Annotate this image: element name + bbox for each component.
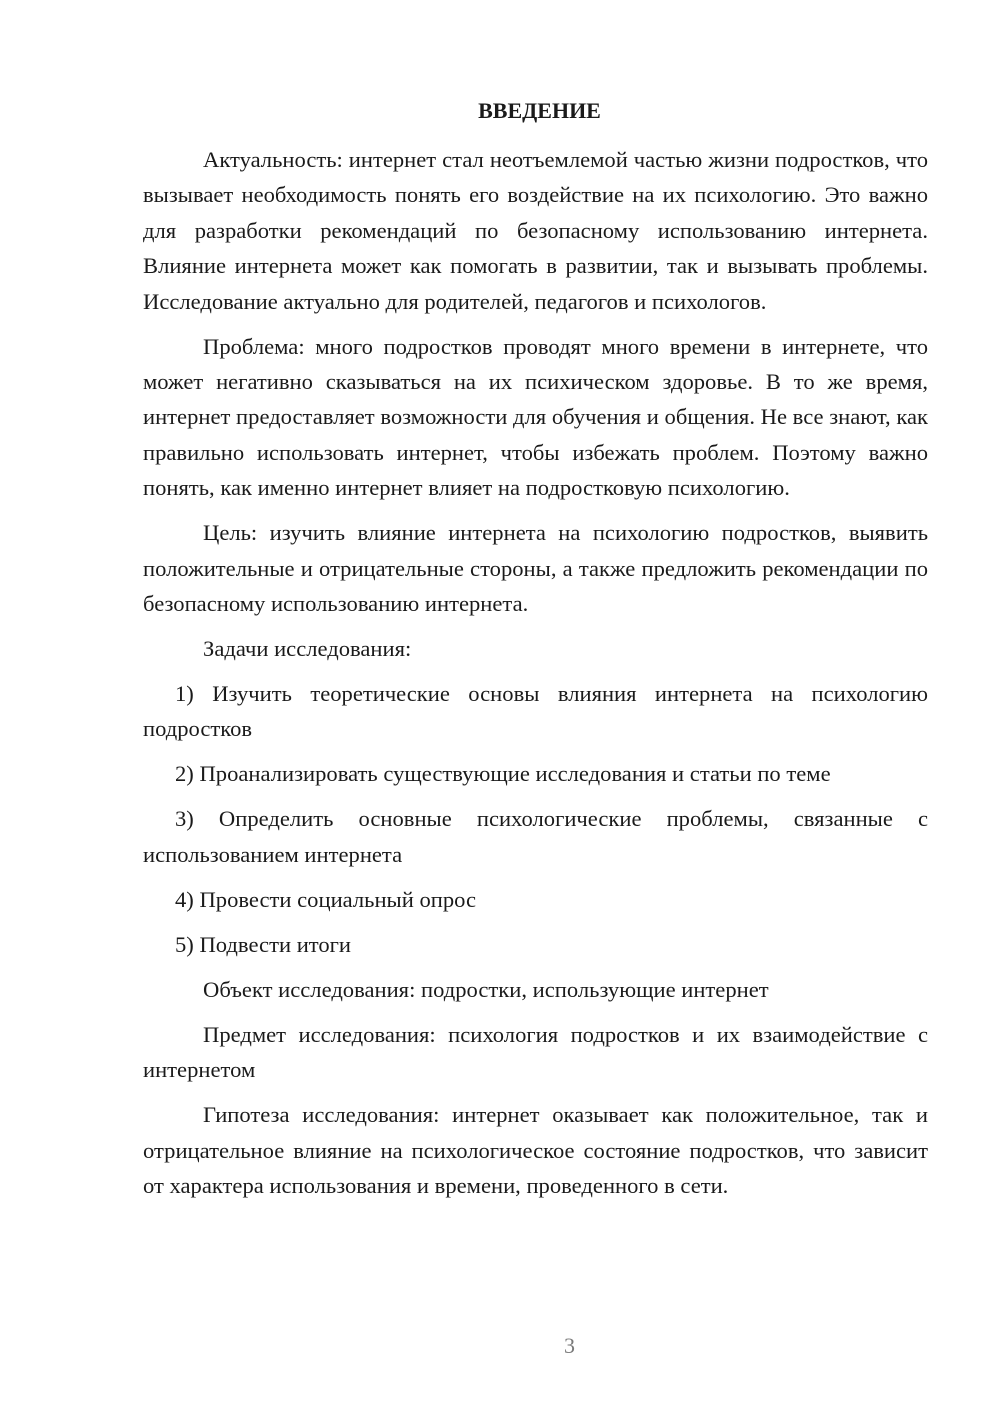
page-title bbox=[143, 94, 928, 128]
paragraph-subject: Предмет исследования: психология подростков и их взаимодействие с интернетом bbox=[143, 1021, 928, 1083]
paragraph-goal: Цель: изучить влияние интернета на психологию подростков, выявить положительные и отрицательные стороны, а также предложить рекомендации по безопасному использованию интернета. bbox=[143, 520, 928, 617]
list-item: 2) Проанализировать существующие исследования и статьи по теме bbox=[175, 761, 831, 787]
paragraph-hypothesis: Гипотеза исследования: интернет оказывает как положительное, так и отрицательное влияние на психологическое состояние подростков, что зависит от характера использования и времени, проведенного в сети. bbox=[143, 1102, 928, 1199]
page-number-text: 3 bbox=[564, 1333, 575, 1358]
list-item: 1) Изучить теоретические основы влияния интернета на психологию подростков bbox=[143, 681, 928, 742]
tasks-heading: Задачи исследования: bbox=[203, 636, 412, 662]
list-item: 3) Определить основные психологические проблемы, связанные с использованием интернета bbox=[143, 806, 928, 867]
paragraph-object: Объект исследования: подростки, использующие интернет bbox=[203, 976, 769, 1002]
tasks-list bbox=[143, 676, 928, 962]
page-title-text: ВВЕДЕНИЕ bbox=[478, 98, 601, 123]
paragraph-problem: Проблема: много подростков проводят много времени в интернете, что может негативно сказываться на их психическом здоровье. В то же время, интернет предоставляет возможности для обучения и общения. Не все знают, как правильно использовать интернет, чтобы избежать проблем. Поэтому важно понять, как именно интернет влияет на подростковую психологию. bbox=[143, 333, 928, 501]
page-number bbox=[143, 1331, 928, 1361]
document-page bbox=[143, 0, 928, 1414]
paragraph-relevance: Актуальность: интернет стал неотъемлемой частью жизни подростков, что вызывает необходимость понять его воздействие на их психологию. Это важно для разработки рекомендаций по безопасному использованию интернета. Влияние интернета может как помогать в развитии, так и вызывать проблемы. Исследование актуально для родителей, педагогов и психологов. bbox=[143, 147, 928, 314]
list-item: 4) Провести социальный опрос bbox=[175, 886, 477, 912]
list-item: 5) Подвести итоги bbox=[175, 931, 352, 957]
document-body bbox=[143, 142, 928, 1213]
